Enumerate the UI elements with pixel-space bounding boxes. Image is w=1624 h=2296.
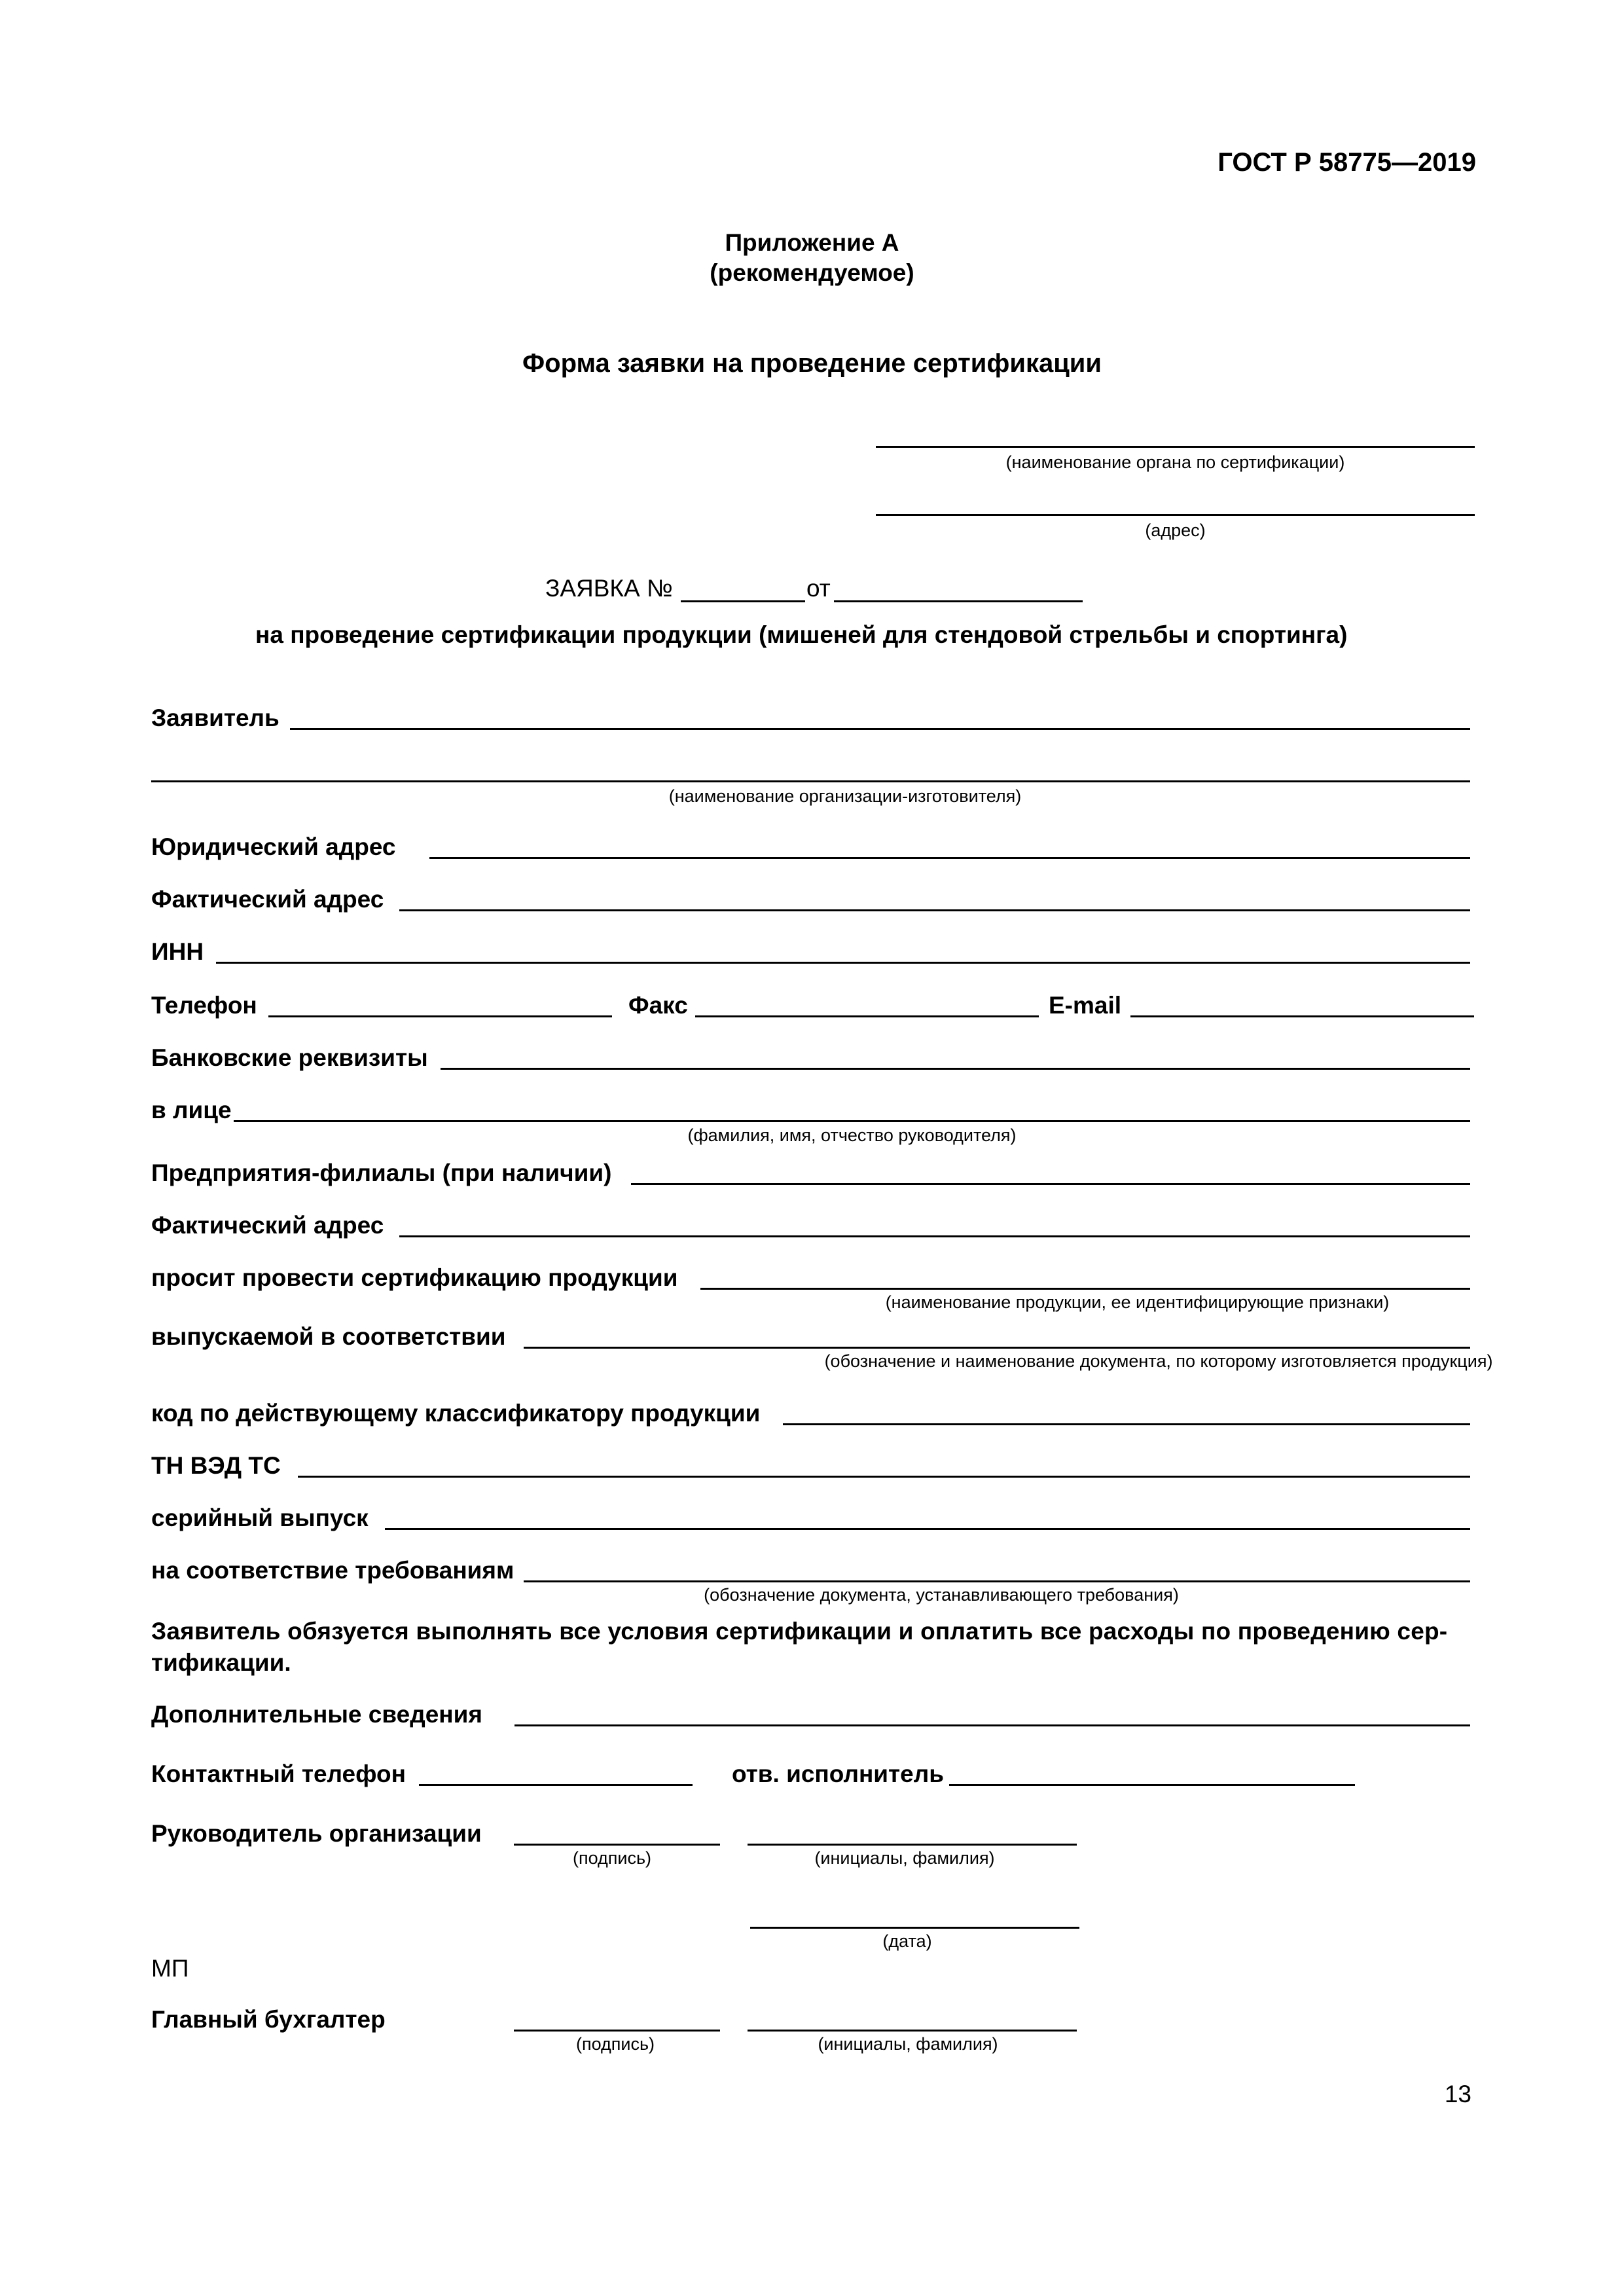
application-date-label: от (806, 575, 831, 602)
accountant-signature-hint: (подпись) (575, 2034, 655, 2054)
bank-details-line[interactable] (441, 1068, 1470, 1070)
inn-line[interactable] (216, 962, 1470, 964)
additional-info-line[interactable] (514, 1724, 1470, 1726)
applicant-line[interactable] (290, 728, 1470, 730)
email-label: E-mail (1049, 992, 1122, 1019)
appendix-status: (рекомендуемое) (710, 259, 914, 286)
obligation-line-2: тификации. (151, 1649, 291, 1676)
email-line[interactable] (1130, 1015, 1474, 1017)
legal-address-line[interactable] (429, 857, 1470, 859)
applicant-label: Заявитель (151, 704, 280, 731)
additional-info-label: Дополнительные сведения (151, 1701, 482, 1728)
application-subtitle: на проведение сертификации продукции (мишеней для стендовой стрельбы и спортинга) (255, 621, 1348, 648)
application-number-label: ЗАЯВКА № (545, 575, 673, 602)
represented-by-hint: (фамилия, имя, отчество руководителя) (687, 1125, 1017, 1145)
date-line[interactable] (750, 1927, 1079, 1929)
tn-ved-line[interactable] (298, 1476, 1470, 1478)
responsible-line[interactable] (949, 1784, 1355, 1786)
produced-per-label: выпускаемой в соответствии (151, 1323, 506, 1350)
head-signature-line[interactable] (514, 1844, 720, 1846)
bank-details-label: Банковские реквизиты (151, 1044, 428, 1071)
inn-label: ИНН (151, 938, 204, 965)
serial-production-label: серийный выпуск (151, 1504, 369, 1531)
represented-by-label: в лице (151, 1097, 232, 1123)
applicant-hint: (наименование организации-изготовителя) (668, 786, 1022, 806)
branch-actual-address-label: Фактический адрес (151, 1212, 384, 1239)
tn-ved-label: ТН ВЭД ТС (151, 1452, 281, 1479)
appendix-title: Приложение А (725, 229, 899, 256)
fax-label: Факс (628, 992, 688, 1019)
branches-label: Предприятия-филиалы (при наличии) (151, 1159, 612, 1186)
phone-label: Телефон (151, 992, 257, 1019)
produced-per-line[interactable] (524, 1347, 1470, 1349)
responsible-label: отв. исполнитель (732, 1760, 945, 1787)
seal-label: МП (151, 1955, 189, 1982)
phone-line[interactable] (268, 1015, 612, 1017)
head-initials-hint: (инициалы, фамилия) (814, 1848, 995, 1868)
compliance-label: на соответствие требованиям (151, 1557, 514, 1584)
application-number-line[interactable] (681, 600, 805, 602)
head-signature-hint: (подпись) (572, 1848, 652, 1868)
represented-by-line[interactable] (234, 1120, 1470, 1122)
obligation-line-1: Заявитель обязуется выполнять все условия сертификации и оплатить все расходы по проведению сер- (151, 1618, 1448, 1645)
contact-phone-line[interactable] (419, 1784, 693, 1786)
date-hint: (дата) (882, 1931, 932, 1951)
compliance-hint: (обозначение документа, устанавливающего требования) (704, 1585, 1179, 1605)
head-initials-line[interactable] (748, 1844, 1077, 1846)
contact-phone-label: Контактный телефон (151, 1760, 406, 1787)
branches-line[interactable] (631, 1183, 1470, 1185)
fax-line[interactable] (695, 1015, 1039, 1017)
head-label: Руководитель организации (151, 1820, 482, 1847)
recipient-body-hint: (наименование органа по сертификации) (1005, 452, 1345, 472)
recipient-address-hint: (адрес) (1145, 520, 1206, 540)
recipient-address-line[interactable] (876, 514, 1475, 516)
standard-number: ГОСТ Р 58775—2019 (1218, 148, 1476, 177)
serial-production-line[interactable] (385, 1528, 1470, 1530)
form-title: Форма заявки на проведение сертификации (522, 349, 1102, 378)
actual-address-line[interactable] (399, 909, 1470, 911)
chief-accountant-label: Главный бухгалтер (151, 2006, 386, 2033)
legal-address-label: Юридический адрес (151, 833, 396, 860)
product-request-label: просит провести сертификацию продукции (151, 1264, 678, 1291)
compliance-line[interactable] (524, 1580, 1470, 1582)
application-date-line[interactable] (834, 600, 1083, 602)
accountant-signature-line[interactable] (514, 2030, 720, 2032)
product-request-hint: (наименование продукции, ее идентифицирующие признаки) (885, 1292, 1390, 1312)
classifier-code-line[interactable] (783, 1423, 1470, 1425)
accountant-initials-line[interactable] (748, 2030, 1077, 2032)
produced-per-hint: (обозначение и наименование документа, по которому изготовляется продукция) (824, 1351, 1493, 1371)
page-number: 13 (1444, 2081, 1471, 2107)
actual-address-label: Фактический адрес (151, 886, 384, 913)
recipient-body-line[interactable] (876, 446, 1475, 448)
applicant-line-2[interactable] (151, 780, 1470, 782)
branch-actual-address-line[interactable] (399, 1235, 1470, 1237)
classifier-code-label: код по действующему классификатору продукции (151, 1400, 761, 1427)
accountant-initials-hint: (инициалы, фамилия) (818, 2034, 998, 2054)
product-request-line[interactable] (700, 1288, 1470, 1290)
